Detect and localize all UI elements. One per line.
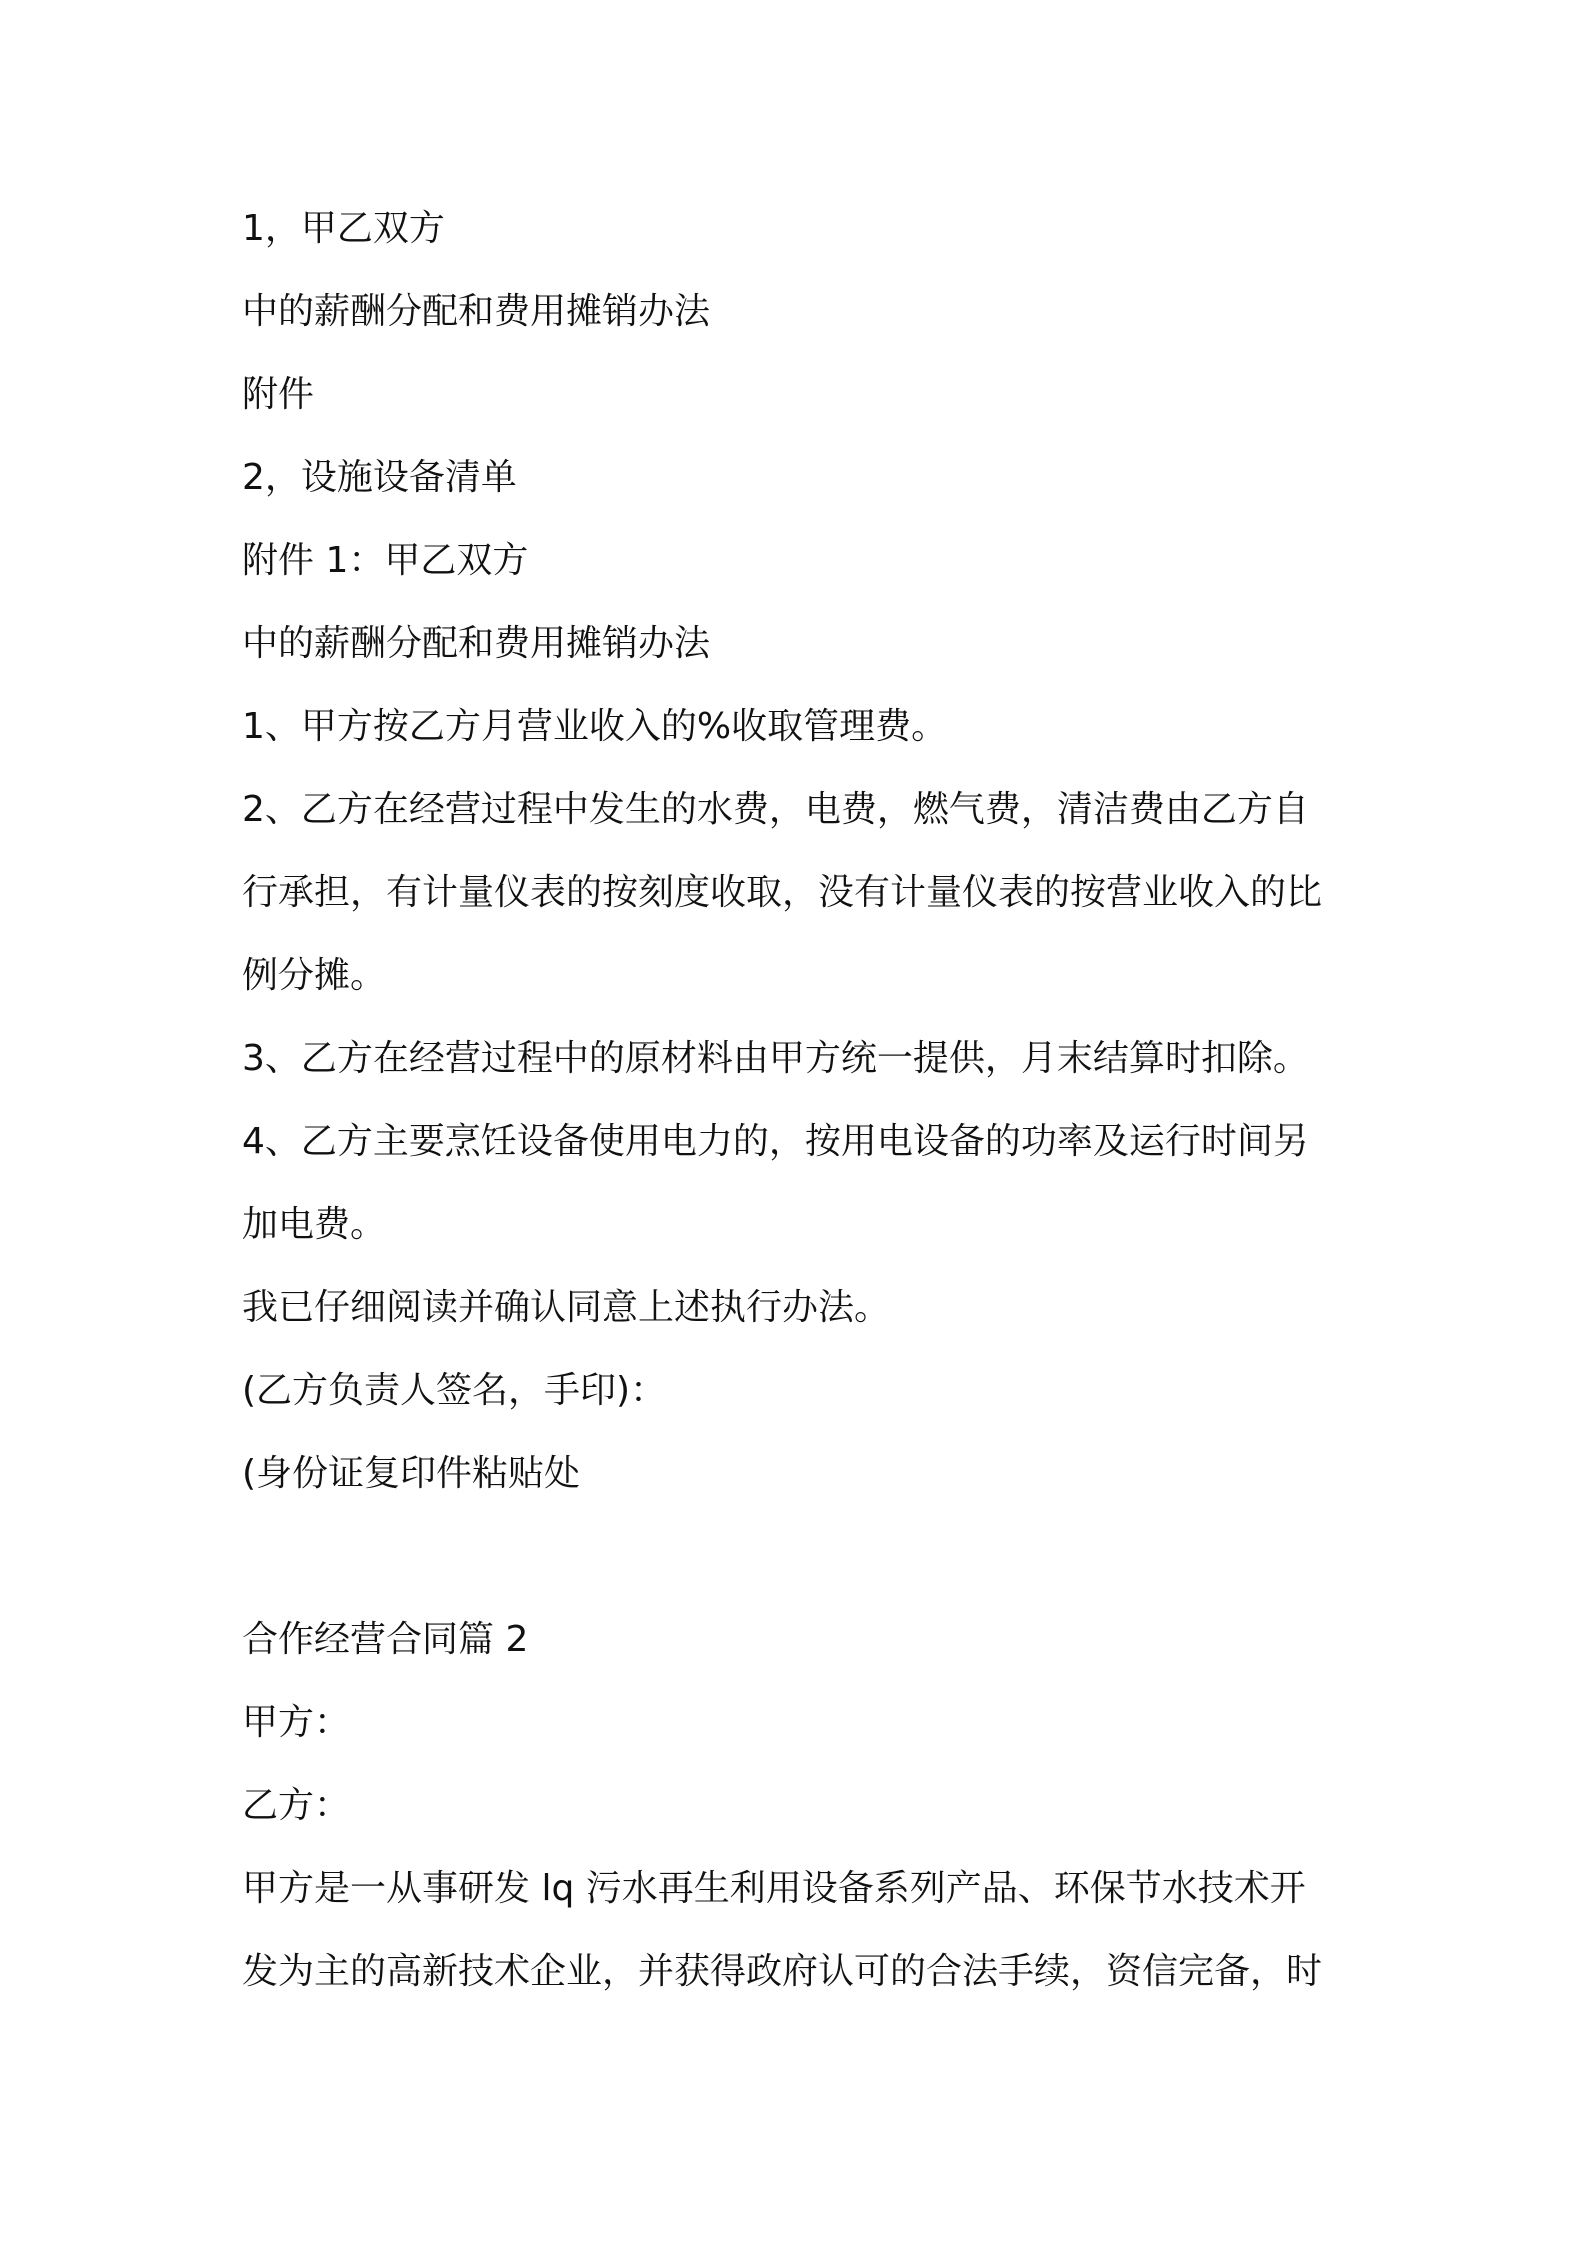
text-line: 1，甲乙双方 <box>242 208 445 249</box>
text-line: 中的薪酬分配和费用摊销办法 <box>242 291 711 332</box>
text-line: (乙方负责人签名，手印)： <box>242 1370 667 1411</box>
section-title: 合作经营合同篇 2 <box>242 1619 529 1660</box>
text-line: (身份证复印件粘贴处 <box>242 1453 581 1494</box>
text-line: 附件 <box>242 374 315 415</box>
text-line: 3、乙方在经营过程中的原材料由甲方统一提供，月末结算时扣除。 <box>242 1038 1309 1079</box>
text-line: 乙方： <box>242 1785 351 1826</box>
text-line: 附件 1：甲乙双方 <box>242 540 529 581</box>
text-line: 加电费。 <box>242 1204 387 1245</box>
text-line: 我已仔细阅读并确认同意上述执行办法。 <box>242 1287 891 1328</box>
text-line: 1、甲方按乙方月营业收入的%收取管理费。 <box>242 706 948 747</box>
text-line: 4、乙方主要烹饪设备使用电力的，按用电设备的功率及运行时间另 <box>242 1121 1309 1162</box>
text-line: 甲方： <box>242 1702 351 1743</box>
text-line: 2、乙方在经营过程中发生的水费，电费，燃气费，清洁费由乙方自 <box>242 789 1309 830</box>
text-line: 中的薪酬分配和费用摊销办法 <box>242 623 711 664</box>
text-line: 发为主的高新技术企业，并获得政府认可的合法手续，资信完备，时 <box>242 1951 1323 1992</box>
text-line: 例分摊。 <box>242 955 387 996</box>
text-line: 甲方是一从事研发 lq 污水再生利用设备系列产品、环保节水技术开 <box>242 1868 1306 1909</box>
text-line: 2，设施设备清单 <box>242 457 517 498</box>
text-line: 行承担，有计量仪表的按刻度收取，没有计量仪表的按营业收入的比 <box>242 872 1323 913</box>
